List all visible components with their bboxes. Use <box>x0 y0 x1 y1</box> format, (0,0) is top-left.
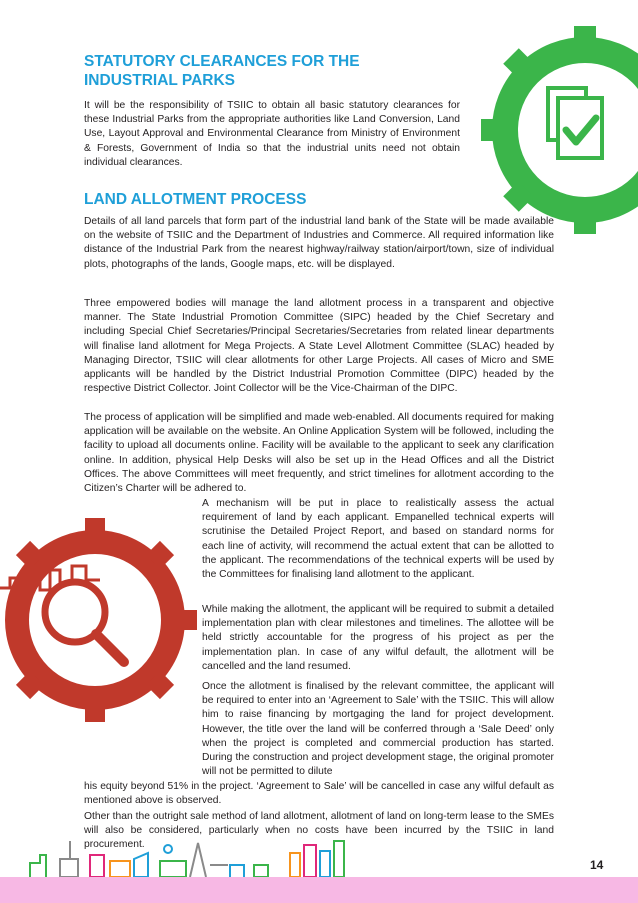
section-heading-land-allotment: LAND ALLOTMENT PROCESS <box>84 191 307 208</box>
land-allotment-paragraph: Details of all land parcels that form part of the industrial land bank of the State will be made available on the website of TSIIC and the Department of Industries and Commerce. All required information like distance of the Industrial Park from the nearest highway/railway station/airport/town, size of individual plots, photographs of the lands, Google maps, etc. will be displayed. <box>84 216 554 270</box>
land-allotment-paragraph: Other than the outright sale method of land allotment, allotment of land on long-term lease to the SMEs will also be considered, particularly when no costs have been incurred by the TSIIC in land procurement. <box>84 811 554 851</box>
land-allotment-paragraph-continued: his equity beyond 51% in the project. ‘Agreement to Sale’ will be cancelled in case any wilful default as mentioned above is observed. <box>84 781 554 807</box>
land-allotment-paragraph: A mechanism will be put in place to realistically assess the actual requirement of land by each applicant. Empanelled technical experts will scrutinise the Detailed Project Report, and based on standard norms for each line of activity, will recommend the actual extent that can be allotted to the applicant. The recommendations of the technical experts will be used by the Committees for finalising land allotment to the applicant. <box>202 498 554 581</box>
land-allotment-paragraph: Three empowered bodies will manage the land allotment process in a transparent and objective manner. The State Industrial Promotion Committee (SIPC) headed by the Chief Secretary and including Special Chief Secretaries/Principal Secretaries/Secretaries from related linear departments will finalise land allotment for Mega Projects. A State Level Allotment Committee (SLAC) headed by Managing Director, TSIIC will clear allotments for other Large Projects. All cases of Micro and SME applicants will be handled by the District Industrial Promotion Committee (DIPC) headed by the respective District Collector. Joint Collector will be the Vice-Chairman of the DIPC. <box>84 298 554 395</box>
land-allotment-paragraph: While making the allotment, the applicant will be required to submit a detailed implementation plan with clear milestones and timelines. The allottee will be held strictly accountable for the progress of his project as per the implementation plan. In case of any wilful default, the allotment will be cancelled and the land resumed. <box>202 604 554 672</box>
section-heading-statutory-clearances: STATUTORY CLEARANCES FOR THE INDUSTRIAL PARKS <box>84 53 360 89</box>
footer-strip <box>0 877 638 903</box>
page-number: 14 <box>590 858 604 872</box>
land-allotment-paragraph: Once the allotment is finalised by the relevant committee, the applicant will be required to enter into an ‘Agreement to Sale’ with the TSIIC. This will allow him to raise financing by mortgaging the land for project development. However, the title over the land will be conferred through a ‘Sale Deed’ only when the project is completed and commercial production has started. During the construction and project development stage, the original promoter will not be permitted to dilute <box>202 681 554 778</box>
checklist-gear-icon <box>470 20 638 230</box>
statutory-clearances-paragraph: It will be the responsibility of TSIIC to obtain all basic statutory clearances for these Industrial Parks from the appropriate authorities like Land Conversion, Land Use, Layout Approval and Environmental Clearance from Ministry of Environment & Forests, Government of India so that the industrial units need not obtain individual clearances. <box>84 100 460 168</box>
magnifier-gear-icon <box>0 500 200 730</box>
land-allotment-paragraph: The process of application will be simplified and made web-enabled. All documents required for making application will be available on the website. An Online Application System will be followed, including the facility to upload all documents online. Facility will be available to the applicant to seek any clarification online. In addition, physical Help Desks will also be set up in the Head Offices and all the District Offices. The above Committees will meet frequently, and strict timelines for allotment according to the Citizen’s Charter will be adhered to. <box>84 412 554 495</box>
